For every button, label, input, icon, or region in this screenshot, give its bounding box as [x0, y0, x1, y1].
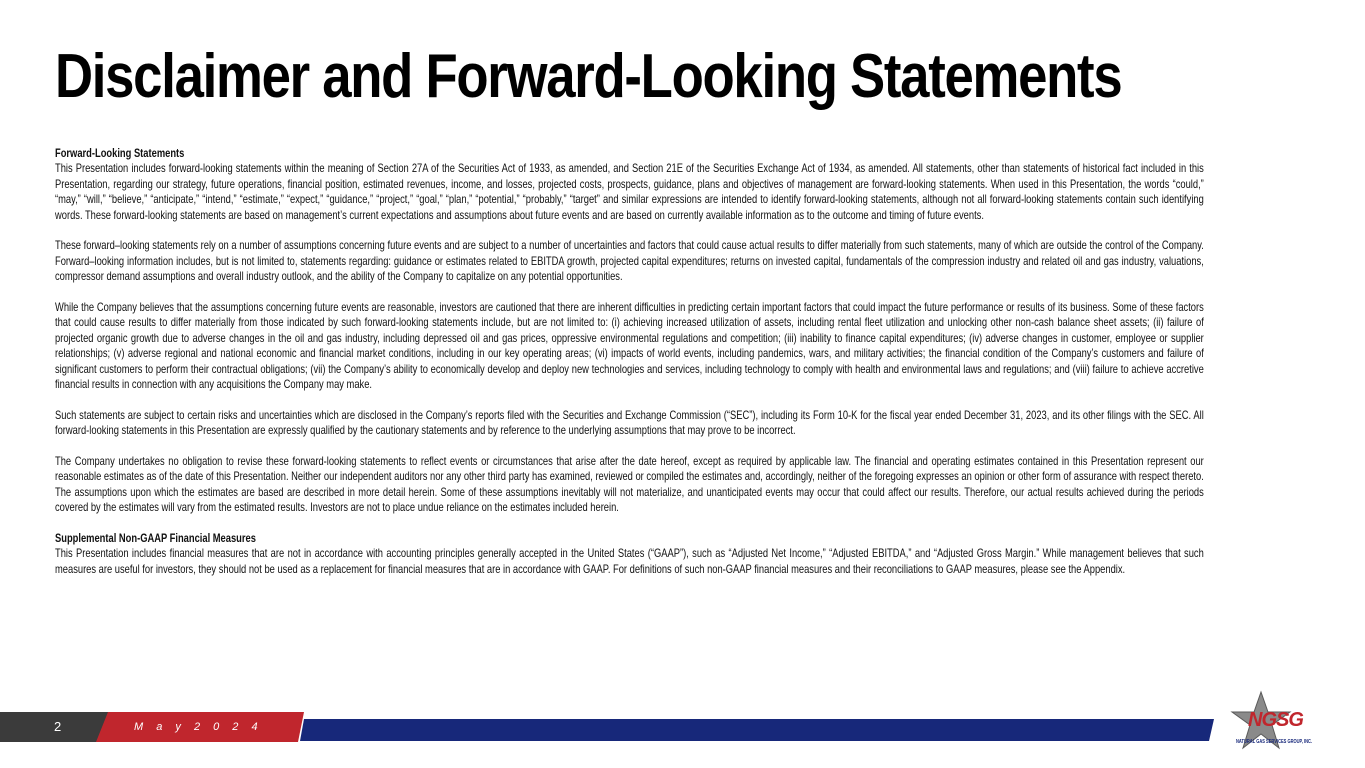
- non-gaap-heading: Supplemental Non-GAAP Financial Measures: [55, 532, 256, 546]
- logo-company-name: NATURAL GAS SERVICES GROUP, INC.: [1236, 739, 1313, 745]
- forward-looking-paragraph-2: These forward–looking statements rely on a number of assumptions concerning future events and are subject to a number of uncertainties and factors that could cause actual results to differ materially from such statements, many of which are outside the control of the Company. Forward–looking information includes, but is not limited to, statements regarding: guidance or estimates related to EBITDA growth, projected capital expenditures; returns on invested capital, fundamentals of the compression industry and related oil and gas industry, valuations, compressor demand assumptions and overall industry outlook, and the ability of the Company to capitalize on any potential opportunities.: [55, 239, 1204, 284]
- footer-blue-band: [300, 719, 1214, 741]
- logo-wordmark: NGSG: [1248, 709, 1303, 731]
- forward-looking-paragraph-5: The Company undertakes no obligation to revise these forward-looking statements to reflect events or circumstances that arise after the date hereof, except as required by applicable law. The financial and operating estimates contained in this Presentation represent our reasonable estimates as of the date of this Presentation. Neither our independent auditors nor any other third party has examined, reviewed or compiled the estimates and, accordingly, neither of the foregoing expresses an opinion or other form of assurance with respect thereto. The assumptions upon which the estimates are based are described in more detail herein. Some of these assumptions inevitably will not materialize, and unanticipated events may occur that could affect our results. Therefore, our actual results achieved during the periods covered by the estimates will vary from the estimated results. Investors are not to place undue reliance on the estimates included herein.: [55, 455, 1204, 515]
- forward-looking-paragraph-1: This Presentation includes forward-looking statements within the meaning of Section 27A of the Securities Act of 1933, as amended, and Section 21E of the Securities Exchange Act of 1934, as amended. All statements, other than statements of historical fact included in this Presentation, regarding our strategy, future operations, financial position, estimated revenues, income, and losses, projected costs, prospects, guidance, plans and objectives of management are forward-looking statements. When used in this Presentation, the words “could,” “may,” “will,” “believe,” “anticipate,” “intend,” “estimate,” “expect,” “guidance,” “project,” “goal,” “plan,” “potential,” “probably,” “target” and similar expressions are intended to identify forward-looking statements, although not all forward-looking statements contain such identifying words. These forward-looking statements are based on management’s current expectations and assumptions about future events and are based on currently available information as to the outcome and timing of future events.: [55, 162, 1204, 222]
- forward-looking-paragraph-4: Such statements are subject to certain risks and uncertainties which are disclosed in the Company’s reports filed with the Securities and Exchange Commission (“SEC”), including its Form 10-K for the fiscal year ended December 31, 2023, and its other filings with the SEC. All forward-looking statements in this Presentation are expressly qualified by the cautionary statements and by reference to the underlying assumptions that may prove to be incorrect.: [55, 408, 1204, 438]
- forward-looking-heading: Forward-Looking Statements: [55, 147, 185, 160]
- non-gaap-paragraph: This Presentation includes financial measures that are not in accordance with accounting principles generally accepted in the United States (“GAAP”), such as “Adjusted Net Income,” “Adjusted EBITDA,” and “Adjusted Gross Margin.” While management believes that such measures are useful for investors, they should not be used as a replacement for financial measures that are in accordance with GAAP. For definitions of such non-GAAP financial measures and their reconciliations to GAAP measures, please see the Appendix.: [55, 547, 1204, 576]
- slide-title: Disclaimer and Forward-Looking Statements: [55, 42, 1122, 111]
- disclaimer-body: [55, 146, 1204, 577]
- forward-looking-paragraph-3: While the Company believes that the assumptions concerning future events are reasonable, investors are cautioned that there are inherent difficulties in predicting certain important factors that could impact the future performance or results of its business. Some of these factors that could cause results to differ materially from those indicated by such forward-looking statements include, but are not limited to: (i) achieving increased utilization of assets, including rental fleet utilization and unlocking other non-cash balance sheet assets; (ii) failure of projected organic growth due to adverse changes in the oil and gas industry, including depressed oil and gas prices, oppressive environmental regulations and competition; (iii) inability to finance capital expenditures; (iv) adverse changes in customer, employee or supplier relationships; (v) adverse regional and national economic and financial market conditions, including in our key operating areas; (vi) impacts of world events, including pandemics, wars, and military activities; the financial condition of the Company’s customers and failure of significant customers to perform their contractual obligations; (vii) the Company’s ability to economically develop and deploy new technologies and services, including technology to comply with health and environmental laws and regulations; and (viii) failure to achieve accretive financial results in connection with any acquisitions the Company may make.: [55, 301, 1204, 392]
- presentation-date: M a y 2 0 2 4: [134, 721, 263, 733]
- page-number: 2: [54, 719, 62, 734]
- footer-bar: [0, 712, 1365, 742]
- company-logo: [1226, 690, 1338, 752]
